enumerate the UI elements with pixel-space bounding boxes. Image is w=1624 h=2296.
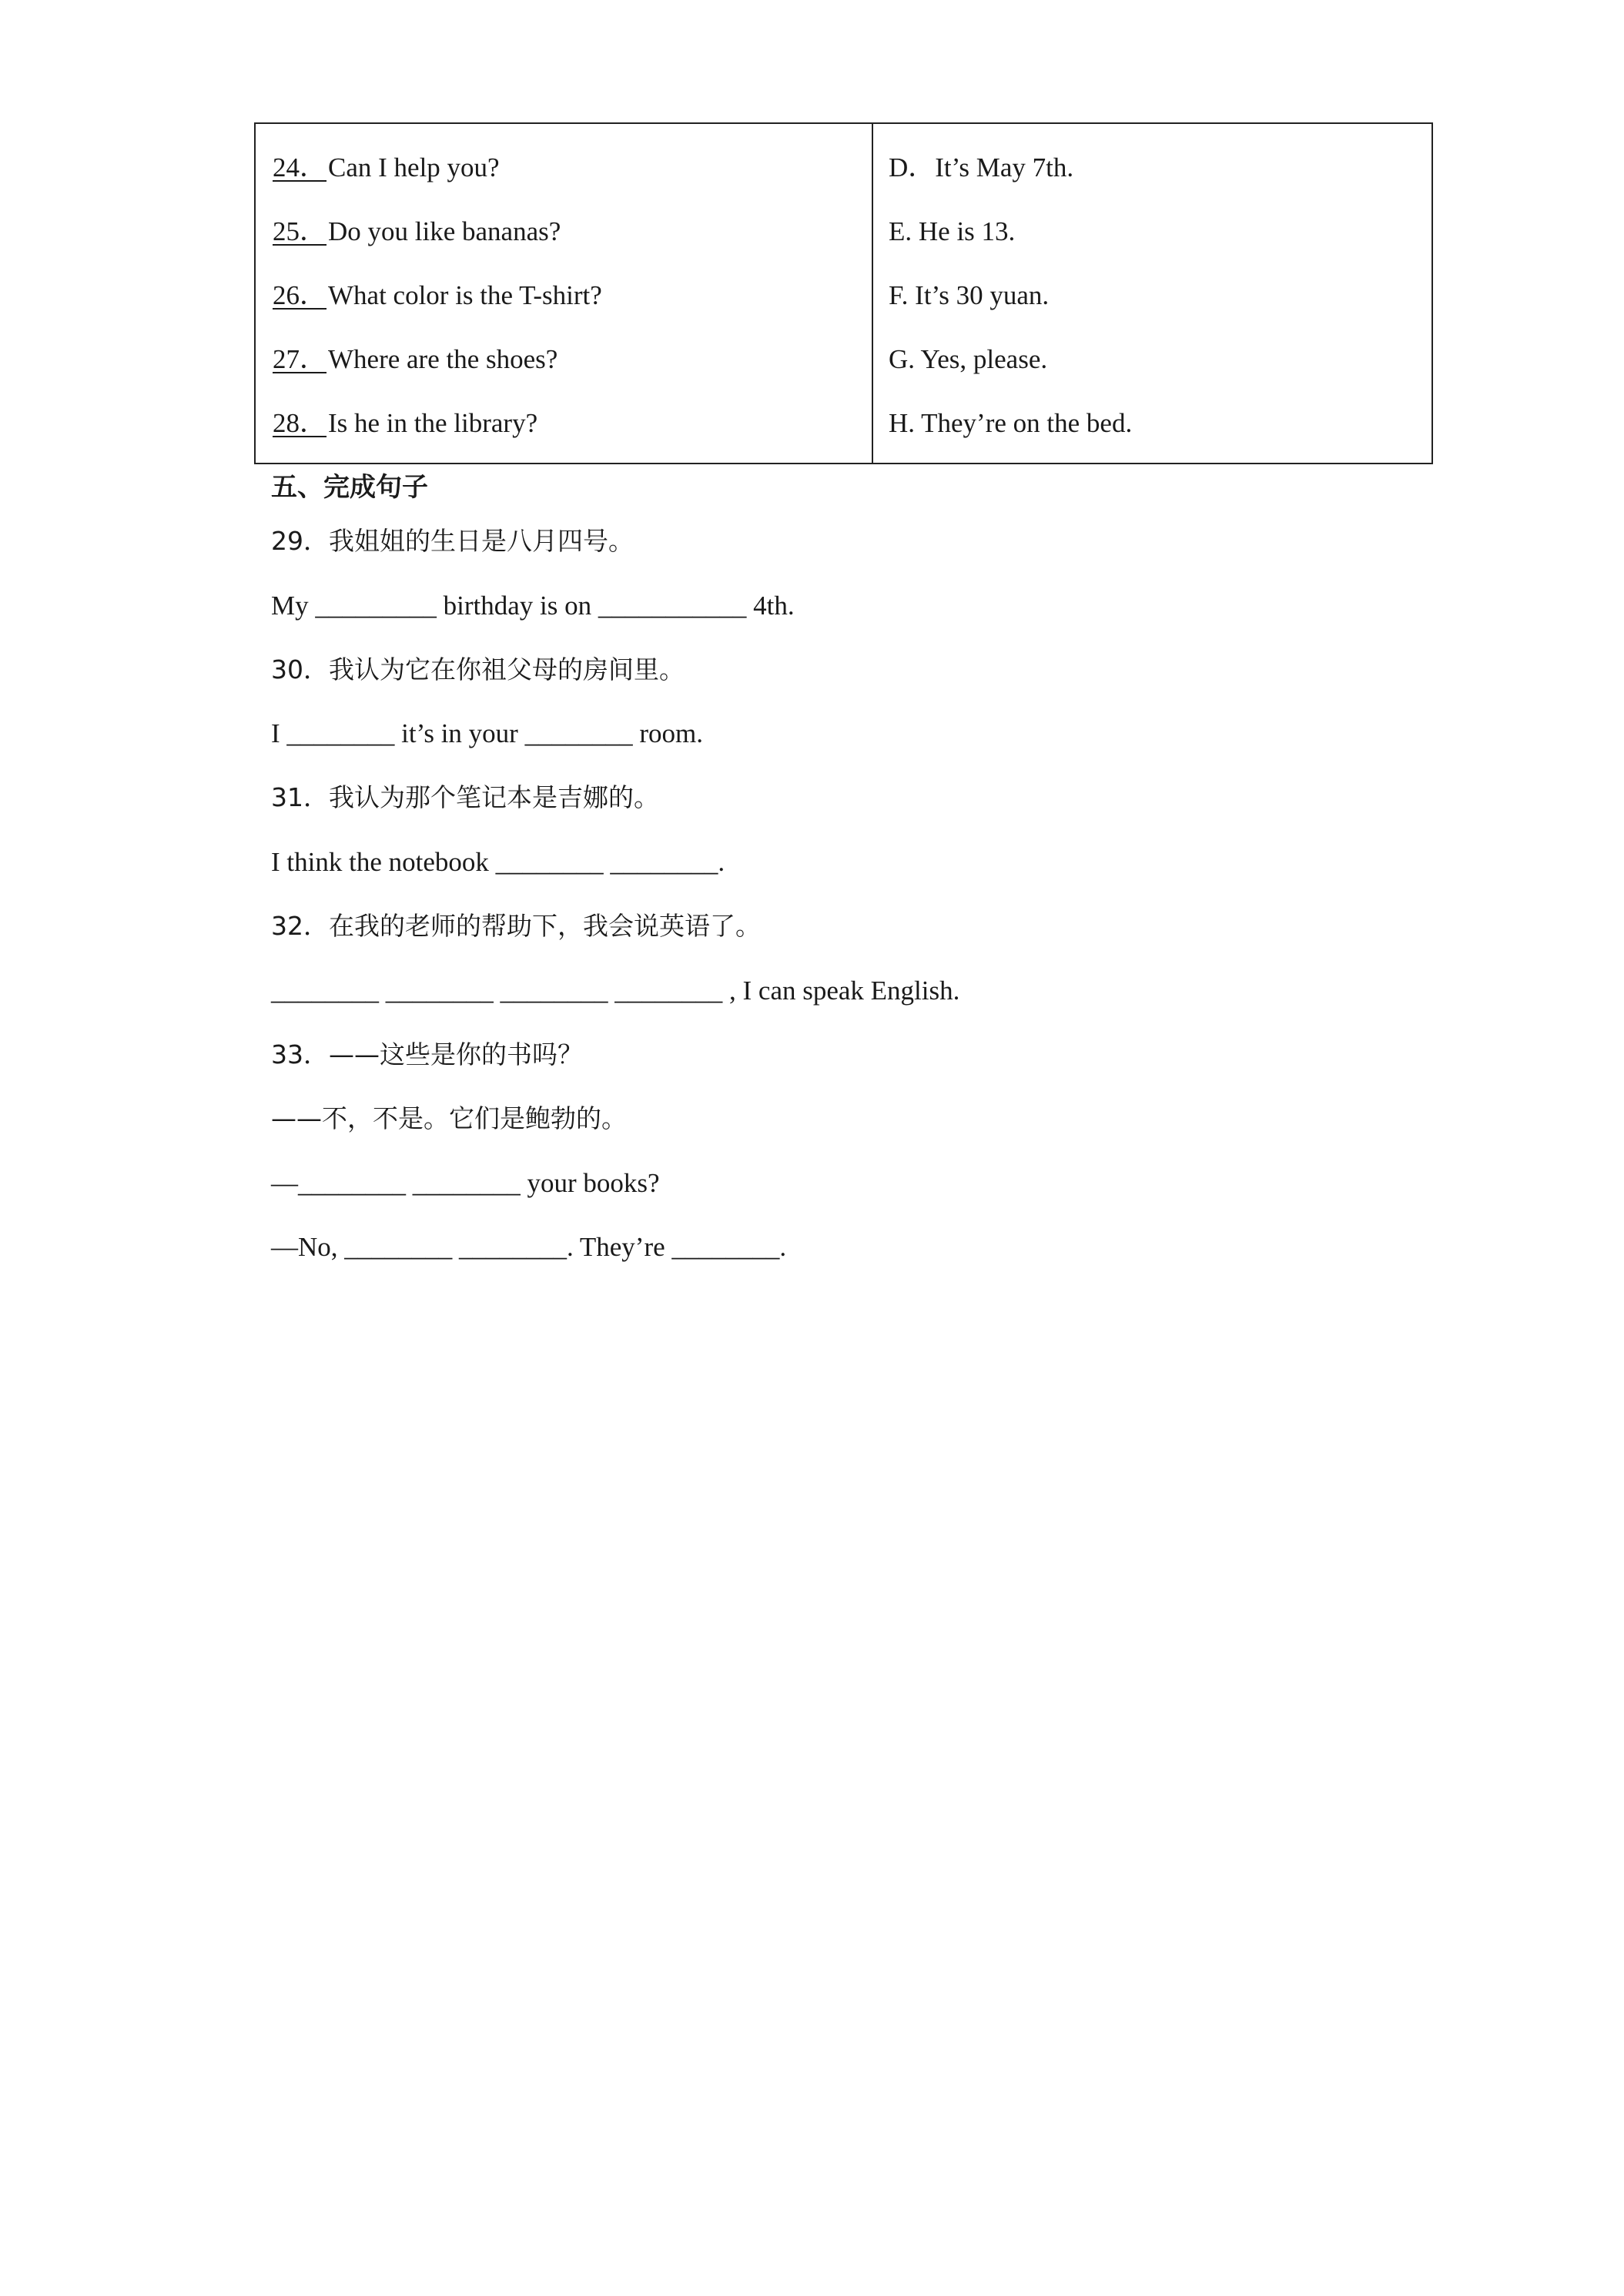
questions-column <box>255 123 872 464</box>
answer-option: F. It’s 30 yuan. <box>889 280 1050 310</box>
question-33-prompt: 33．——这些是你的书吗？ <box>271 1039 583 1069</box>
answer-option: H. They’re on the bed. <box>889 408 1133 438</box>
question-text: Where are the shoes? <box>328 344 558 374</box>
question-row <box>273 280 602 311</box>
question-31-sentence: I think the notebook ________ ________. <box>271 847 725 877</box>
question-number: 24． <box>273 152 327 182</box>
answer-option: G. Yes, please. <box>889 344 1048 374</box>
question-row <box>273 216 561 247</box>
question-30-prompt: 30．我认为它在你祖父母的房间里。 <box>271 654 685 684</box>
question-text: Do you like bananas? <box>328 216 561 246</box>
question-row <box>273 408 537 439</box>
answer-option: D．It’s May 7th. <box>889 152 1074 182</box>
question-33-sentence-q: —________ ________ your books? <box>271 1168 660 1198</box>
question-number: 25． <box>273 216 327 246</box>
answers-column <box>872 123 1432 464</box>
question-29-sentence: My _________ birthday is on ___________ 4th. <box>271 591 795 621</box>
question-text: Is he in the library? <box>328 408 538 438</box>
question-32-prompt: 32．在我的老师的帮助下，我会说英语了。 <box>271 911 761 941</box>
question-31-prompt: 31．我认为那个笔记本是吉娜的。 <box>271 782 659 812</box>
question-number: 27． <box>273 344 327 374</box>
question-row <box>273 344 558 375</box>
question-29-prompt: 29．我姐姐的生日是八月四号。 <box>271 526 634 556</box>
answer-option: E. He is 13. <box>889 216 1016 246</box>
question-number: 28． <box>273 408 327 438</box>
question-row <box>273 152 500 183</box>
question-number: 26． <box>273 280 327 310</box>
section-heading: 五、完成句子 <box>271 472 428 503</box>
question-33-sentence-a: —No, ________ ________. They’re ________. <box>271 1232 787 1262</box>
question-text: Can I help you? <box>328 152 500 182</box>
matching-table <box>254 122 1433 464</box>
question-33-reply-cn: ——不，不是。它们是鲍勃的。 <box>271 1103 627 1133</box>
question-32-sentence: ________ ________ ________ ________ , I can speak English. <box>271 976 960 1006</box>
question-text: What color is the T-shirt? <box>328 280 602 310</box>
question-30-sentence: I ________ it’s in your ________ room. <box>271 718 703 748</box>
